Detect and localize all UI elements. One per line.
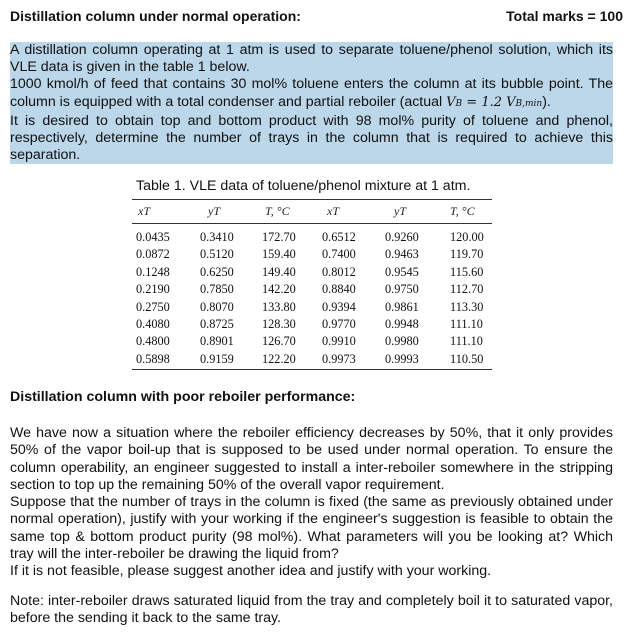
table-cell: 0.9910 xyxy=(322,334,356,349)
intro-paragraph-3: It is desired to obtain top and bottom product with 98 mol% purity of toluene and phenol, respectively, determine the number of trays in the column that is required to achieve this separation. xyxy=(10,112,613,164)
table-cell: 0.9260 xyxy=(385,230,419,244)
table-cell: 115.60 xyxy=(450,264,484,279)
vb-eq-mid: = 1.2 V xyxy=(462,94,516,110)
vb-symbol: V xyxy=(446,94,456,110)
table-cell: 0.9948 xyxy=(385,317,419,331)
table-cell: 122.20 xyxy=(262,351,296,366)
problem-statement xyxy=(10,42,613,164)
table-cell: 0.9770 xyxy=(322,317,356,331)
table-cell: 0.9750 xyxy=(385,282,419,297)
section-title: Distillation column under normal operation: xyxy=(10,8,301,24)
table-cell: 0.4800 xyxy=(136,334,170,349)
table-cell: 0.8012 xyxy=(322,264,356,279)
table-bottom-rule xyxy=(132,369,492,370)
section2-paragraph-1: We have now a situation where the reboiler efficiency decreases by 50%, that it only provides 50% of the vapor boil-up that is supposed to be used under normal operation. To ensure the column operability, an engineer suggested to install a inter-reboiler somewhere in the stripping section to top up the remaining 50% of the overall vapor requirement. xyxy=(10,425,613,493)
table-header-cell: xT xyxy=(138,204,150,218)
table-cell: 128.30 xyxy=(262,317,296,331)
page-header xyxy=(10,8,623,26)
table-cell: 0.8840 xyxy=(322,282,356,297)
table-top-rule xyxy=(132,199,492,200)
table-header-cell: yT xyxy=(394,204,406,218)
table-header-cell: xT xyxy=(327,204,339,218)
table-caption: Table 1. VLE data of toluene/phenol mixture at 1 atm. xyxy=(136,178,471,194)
table-cell: 0.6250 xyxy=(200,264,234,279)
table-cell: 0.9973 xyxy=(322,351,356,366)
section2-body xyxy=(10,425,613,581)
table-cell: 0.9861 xyxy=(385,299,419,314)
table-cell: 0.9545 xyxy=(385,264,419,279)
table-cell: 0.2750 xyxy=(136,299,170,314)
table-header-cell: T, °C xyxy=(265,204,290,218)
table-header-cell: yT xyxy=(208,204,220,218)
table-cell: 126.70 xyxy=(262,334,296,349)
table-cell: 113.30 xyxy=(450,299,484,314)
table-cell: 0.8070 xyxy=(200,299,234,314)
table-cell: 0.5898 xyxy=(136,351,170,366)
table-cell: 0.9394 xyxy=(322,299,356,314)
table-cell: 111.10 xyxy=(450,317,483,331)
table-cell: 172.70 xyxy=(262,230,296,244)
table-cell: 0.8901 xyxy=(200,334,234,349)
vle-table xyxy=(132,198,492,370)
table-cell: 0.7400 xyxy=(322,247,356,262)
total-marks: Total marks = 100 xyxy=(506,8,623,24)
table-cell: 111.10 xyxy=(450,334,483,349)
section2-paragraph-2: Suppose that the number of trays in the column is fixed (the same as previously obtained under normal operation), justify with your working if the engineer's suggestion is feasible to obtain the same top & bottom product purity (98 mol%). What parameters will you be looking at? Which tray will the inter-reboiler be drawing the liquid from? xyxy=(10,494,613,563)
intro-p2-text: 1000 kmol/h of feed that contains 30 mol% toluene enters the column at its bubble point. The column is equipped with a total condenser and partial reboiler (actual xyxy=(10,76,613,110)
table-cell: 0.0435 xyxy=(136,230,170,244)
table-cell: 120.00 xyxy=(450,230,484,244)
table-header-cell: T, °C xyxy=(450,204,475,218)
note: Note: inter-reboiler draws saturated liquid from the tray and completely boil it to saturated vapor, before the sending it back to the same tray. xyxy=(10,593,613,627)
table-cell: 112.70 xyxy=(450,282,484,297)
vbmin-subscript: B,min xyxy=(515,98,543,109)
table-cell: 0.8725 xyxy=(200,317,234,331)
table-cell: 159.40 xyxy=(262,247,296,262)
intro-p2-end: ). xyxy=(542,93,551,110)
table-cell: 0.0872 xyxy=(136,247,170,262)
table-cell: 0.9993 xyxy=(385,351,419,366)
vb-equation xyxy=(446,95,542,110)
table-cell: 0.2190 xyxy=(136,282,170,297)
table-cell: 0.5120 xyxy=(200,247,234,262)
table-cell: 0.3410 xyxy=(200,230,234,244)
table-header-rule xyxy=(132,223,492,224)
table-cell: 0.9980 xyxy=(385,334,419,349)
table-cell: 0.9159 xyxy=(200,351,234,366)
table-cell: 149.40 xyxy=(262,264,296,279)
table-cell: 0.6512 xyxy=(322,230,356,244)
section2-title: Distillation column with poor reboiler performance: xyxy=(10,389,356,405)
table-cell: 110.50 xyxy=(450,351,484,366)
table-cell: 0.9463 xyxy=(385,247,419,262)
vb-subscript: B xyxy=(455,98,463,109)
table-cell: 119.70 xyxy=(450,247,484,262)
section2-paragraph-3: If it is not feasible, please suggest another idea and justify with your working. xyxy=(10,563,492,580)
intro-paragraph-1: A distillation column operating at 1 atm is used to separate toluene/phenol solution, which its VLE data is given in the table 1 below. xyxy=(10,42,613,76)
table-cell: 0.4080 xyxy=(136,317,170,331)
table-cell: 0.7850 xyxy=(200,282,234,297)
intro-paragraph-2 xyxy=(10,76,613,112)
table-cell: 142.20 xyxy=(262,282,296,297)
table-cell: 0.1248 xyxy=(136,264,170,279)
table-cell: 133.80 xyxy=(262,299,296,314)
